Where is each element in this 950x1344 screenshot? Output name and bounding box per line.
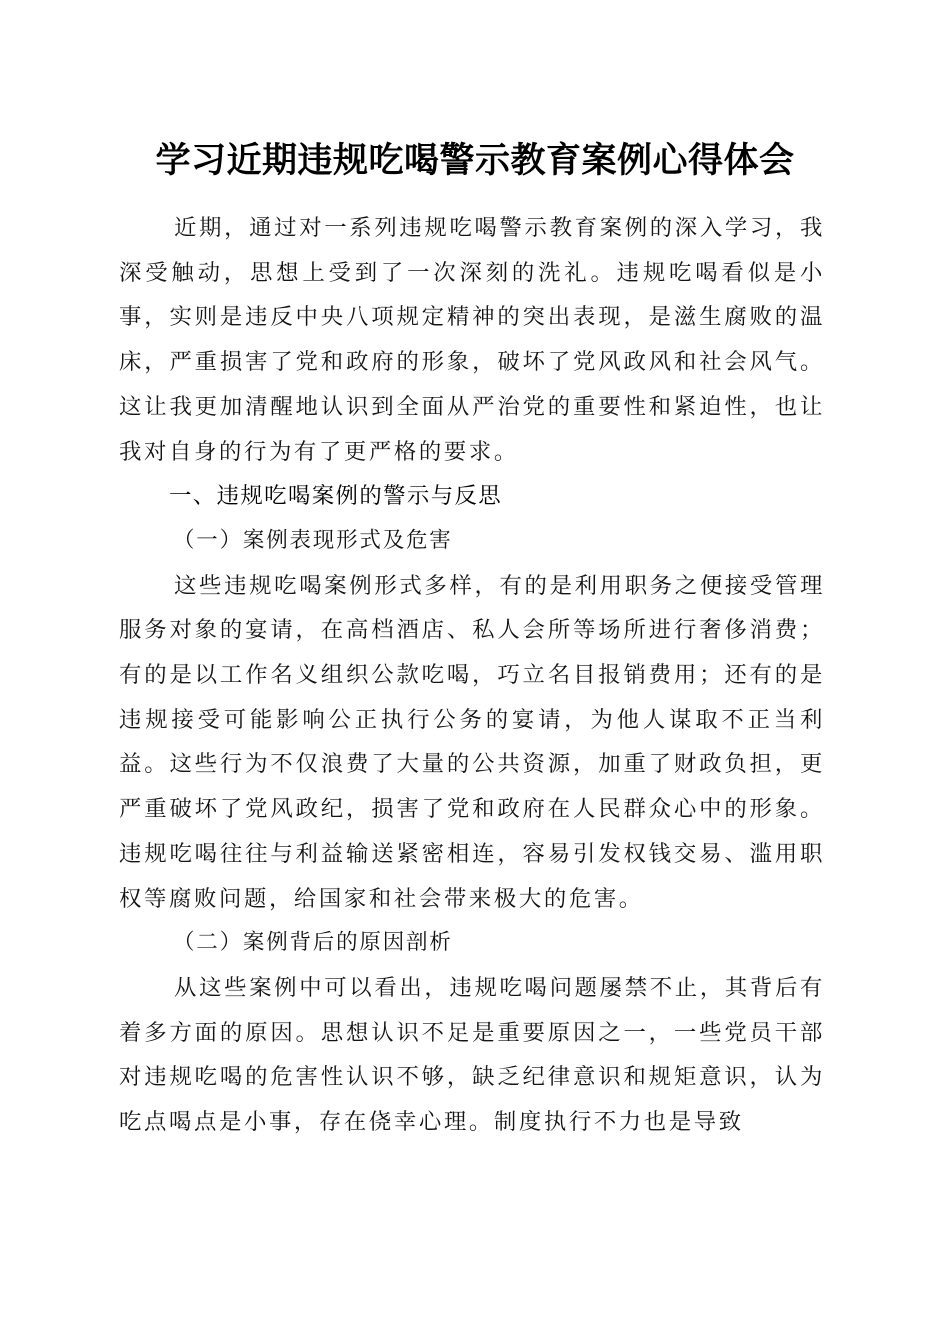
- document-title: 学习近期违规吃喝警示教育案例心得体会: [155, 140, 795, 181]
- document-body: [119, 206, 825, 1145]
- subsection-heading-2: （二）案例背后的原因剖析: [173, 930, 453, 956]
- subsection-1-paragraph: 这些违规吃喝案例形式多样，有的是利用职务之便接受管理服务对象的宴请，在高档酒店、私人会所等场所进行奢侈消费；有的是以工作名义组织公款吃喝，巧立名目报销费用；还有的是违规接受可能影响公正执行公务的宴请，为他人谋取不正当利益。这些行为不仅浪费了大量的公共资源，加重了财政负担，更严重破坏了党风政纪，损害了党和政府在人民群众心中的形象。违规吃喝往往与利益输送紧密相连，容易引发权钱交易、滥用职权等腐败问题，给国家和社会带来极大的危害。: [119, 572, 825, 912]
- intro-paragraph: 近期，通过对一系列违规吃喝警示教育案例的深入学习，我深受触动，思想上受到了一次深刻的洗礼。违规吃喝看似是小事，实则是违反中央八项规定精神的突出表现，是滋生腐败的温床，严重损害了党和政府的形象，破坏了党风政风和社会风气。这让我更加清醒地认识到全面从严治党的重要性和紧迫性，也让我对自身的行为有了更严格的要求。: [119, 215, 825, 465]
- section-heading-1: 一、违规吃喝案例的警示与反思: [169, 483, 503, 510]
- subsection-2-paragraph: 从这些案例中可以看出，违规吃喝问题屡禁不止，其背后有着多方面的原因。思想认识不足是重要原因之一，一些党员干部对违规吃喝的危害性认识不够，缺乏纪律意识和规矩意识，认为吃点喝点是小事，存在侥幸心理。制度执行不力也是导致: [119, 974, 825, 1136]
- subsection-heading-1: （一）案例表现形式及危害: [173, 527, 453, 553]
